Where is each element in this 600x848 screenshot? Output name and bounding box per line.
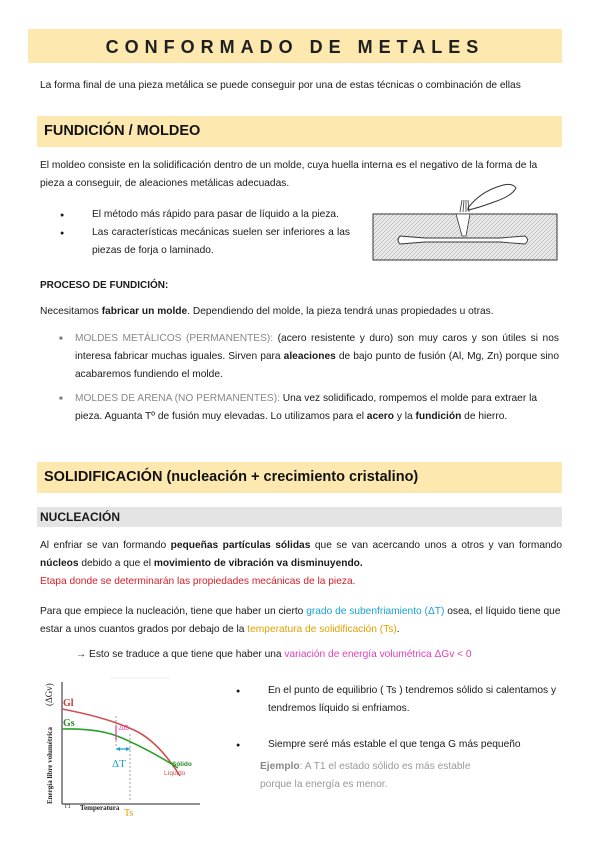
section-fundicion-header bbox=[37, 116, 562, 147]
x-axis-label: Temperatura bbox=[80, 804, 120, 812]
section-solidificacion-header bbox=[37, 462, 562, 493]
list-item: ● Siempre seré más estable el que tenga G más pequeño bbox=[252, 736, 566, 754]
intro-text: La forma final de una pieza metálica se puede conseguir por una de estas técnicas o combinación de ellas bbox=[40, 80, 521, 91]
solido-label: Sólido bbox=[172, 761, 192, 768]
title-banner bbox=[28, 29, 562, 63]
red-note: Etapa donde se determinarán las propiedades mecánicas de la pieza. bbox=[40, 576, 356, 587]
list-item: ● Las características mecánicas suelen ser inferiores a las piezas de forja o laminado. bbox=[76, 224, 350, 260]
proceso-heading: PROCESO DE FUNDICIÓN: bbox=[40, 280, 169, 291]
fundicion-bullets bbox=[60, 206, 350, 260]
y-axis-symbol: (ΔGv) bbox=[44, 683, 54, 706]
nucleacion-paragraph: Al enfriar se van formando pequeñas partículas sólidas que se van acercando unos a otros y van formando núcleos debido a que el movimiento de vibración va disminuyendo. Etapa donde se determinarán las propiedades mecánicas de la pieza. bbox=[40, 540, 562, 587]
y-axis-label: Energía libre volumétrica bbox=[46, 727, 54, 804]
dg-label: ΔG bbox=[119, 725, 130, 732]
list-item: ■ MOLDES DE ARENA (NO PERMANENTES): Una vez solidificado, rompemos el molde para extraer la pieza. Aguanta Tº de fusión muy elevadas. Lo utilizamos para el acero y la fundición de hierro. bbox=[59, 390, 559, 426]
diagram-bullets bbox=[236, 682, 566, 754]
gs-label: Gs bbox=[63, 718, 75, 729]
t1-label: T1 bbox=[64, 804, 71, 810]
list-item: ● En el punto de equilibrio ( Ts ) tendremos sólido si calentamos y tendremos líquido si enfriamos. bbox=[252, 682, 566, 718]
gl-label: Gl bbox=[63, 698, 74, 709]
subenfriamiento-paragraph: Para que empiece la nucleación, tiene que haber un cierto grado de subenfriamiento (ΔT) osea, el líquido tiene que estar a unos cuantos grados por debajo de la temperatura de solidificación (Ts). bbox=[40, 606, 561, 635]
mold-illustration bbox=[370, 178, 560, 264]
nucleacion-title: NUCLEACIÓN bbox=[40, 510, 120, 524]
section-solidificacion-title: SOLIDIFICACIÓN (nucleación + crecimiento cristalino) bbox=[44, 469, 419, 485]
ts-label: Ts bbox=[124, 808, 134, 819]
dt-label: ΔT bbox=[112, 758, 126, 770]
ejemplo-note: Ejemplo: A T1 el estado sólido es más estable porque la energía es menor. bbox=[260, 761, 471, 790]
energy-arrow-line: → Esto se traduce a que tiene que haber una variación de energía volumétrica ΔGv < 0 bbox=[76, 649, 472, 660]
list-item: ■ MOLDES METÁLICOS (PERMANENTES): (acero resistente y duro) son muy caros y son útiles si nos interesa fabricar muchas iguales. Sirven para aleaciones de bajo punto de fusión (Al, Mg, Zn) porque sino acabaremos fundiendo el molde. bbox=[59, 330, 559, 384]
proceso-paragraph: Necesitamos fabricar un molde. Dependiendo del molde, la pieza tendrá unas propiedades u otras. bbox=[40, 306, 494, 317]
liquido-label: Líquido bbox=[164, 770, 186, 777]
list-item: ● El método más rápido para pasar de líquido a la pieza. bbox=[76, 206, 350, 224]
section-fundicion-title: FUNDICIÓN / MOLDEO bbox=[44, 123, 201, 139]
ladle-icon bbox=[468, 184, 516, 210]
nucleacion-subheader bbox=[37, 507, 562, 527]
energy-temperature-diagram bbox=[40, 676, 210, 824]
moldes-list bbox=[59, 330, 559, 432]
fundicion-paragraph: El moldeo consiste en la solidificación dentro de un molde, cuya huella interna es el negativo de la forma de la pieza a conseguir, de aleaciones metálicas adecuadas. bbox=[40, 160, 538, 189]
page-title: CONFORMADO DE METALES bbox=[105, 37, 485, 57]
